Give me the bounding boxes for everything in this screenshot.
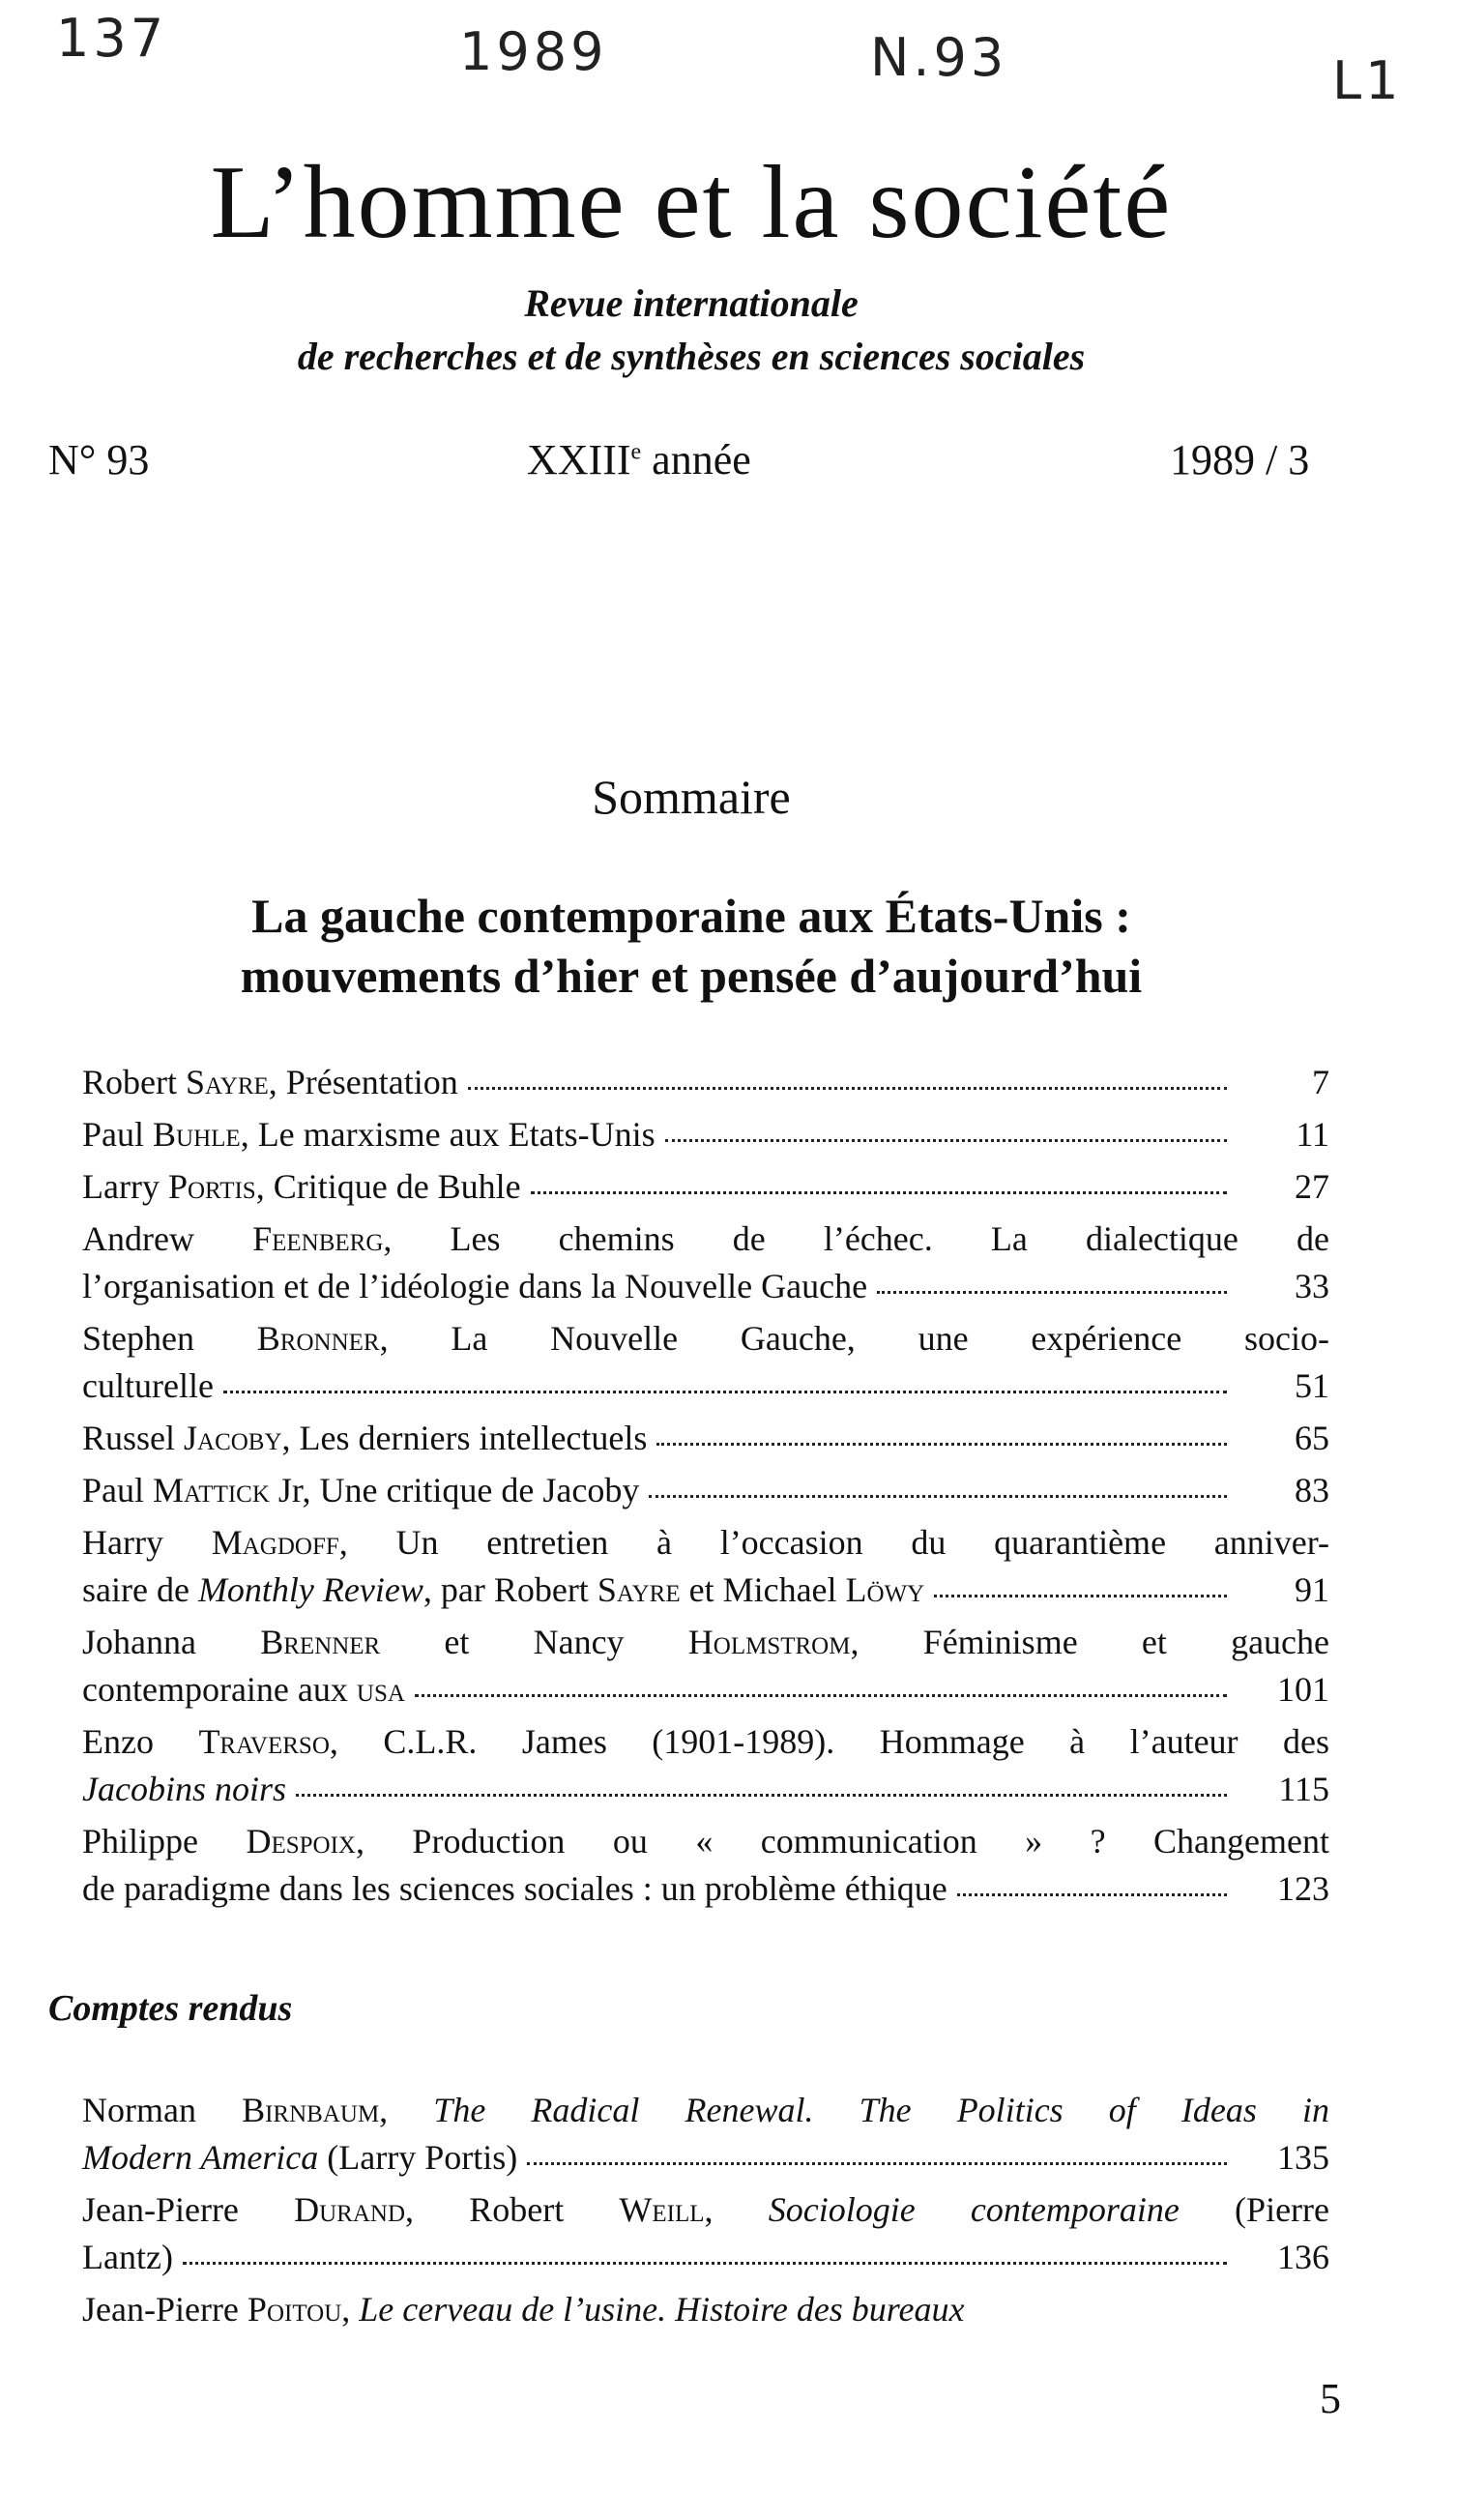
dot-leader bbox=[415, 1694, 1227, 1697]
entry-text: , bbox=[379, 2091, 434, 2129]
entry-text: Jr, Une critique de Jacoby bbox=[269, 1471, 640, 1509]
entry-text: saire de bbox=[82, 1570, 198, 1609]
handwritten-top-left: 137 bbox=[56, 8, 168, 69]
handwritten-top-right: L1 bbox=[1332, 50, 1403, 111]
toc-entry bbox=[82, 2087, 1329, 2182]
entry-text: Andrew bbox=[82, 1219, 253, 1258]
entry-text: , Présentation bbox=[268, 1063, 458, 1101]
author-surname: Bronner bbox=[256, 1319, 380, 1358]
toc-entry bbox=[82, 1415, 1329, 1462]
issue-date: 1989 / 3 bbox=[1170, 436, 1310, 483]
italic-title: The Radical Renewal. The Politics of Ideas in bbox=[433, 2091, 1330, 2129]
toc-entry-line bbox=[82, 1059, 1329, 1106]
toc-entry bbox=[82, 1519, 1329, 1614]
toc-entry-line bbox=[82, 2186, 1329, 2234]
entry-text: , Le marxisme aux Etats-Unis bbox=[240, 1115, 656, 1154]
toc-entry-text bbox=[82, 1415, 647, 1462]
toc-entry-text bbox=[82, 1722, 1329, 1761]
toc-entry-line bbox=[82, 1363, 1329, 1410]
toc-entry-text bbox=[82, 2134, 517, 2182]
entry-text: Philippe bbox=[82, 1822, 247, 1861]
dot-leader bbox=[527, 2162, 1227, 2165]
toc-entry-line bbox=[82, 2087, 1329, 2134]
handwritten-number: N.93 bbox=[870, 27, 1008, 88]
author-surname: Sayre bbox=[185, 1063, 269, 1101]
toc-entry-line bbox=[82, 1666, 1329, 1714]
theme-line1: La gauche contemporaine aux États-Unis : bbox=[251, 889, 1131, 943]
entry-text: Enzo bbox=[82, 1722, 199, 1761]
author-surname: Despoix bbox=[246, 1822, 356, 1861]
entry-text: (Larry Portis) bbox=[318, 2138, 518, 2177]
toc-entry bbox=[82, 1315, 1329, 1410]
toc-entry-line bbox=[82, 1467, 1329, 1514]
toc-entry-line bbox=[82, 1865, 1329, 1913]
toc-entry bbox=[82, 1718, 1329, 1813]
entry-text: contemporaine aux bbox=[82, 1670, 357, 1709]
toc-entry-line bbox=[82, 1163, 1329, 1211]
toc-page-number: 27 bbox=[1295, 1167, 1329, 1206]
entry-text: culturelle bbox=[82, 1366, 214, 1405]
year-word: année bbox=[652, 436, 751, 483]
dot-leader bbox=[656, 1443, 1227, 1446]
toc-entry-line bbox=[82, 2234, 1329, 2281]
dot-leader bbox=[649, 1495, 1227, 1498]
entry-text: Robert bbox=[82, 1063, 186, 1101]
entry-text: Jean-Pierre bbox=[82, 2190, 295, 2229]
entry-text: Stephen bbox=[82, 1319, 257, 1358]
toc-entry-line bbox=[82, 1619, 1329, 1666]
toc-page-number: 11 bbox=[1296, 1115, 1329, 1154]
toc-page-number: 123 bbox=[1277, 1869, 1329, 1908]
toc-entry-line bbox=[82, 1519, 1329, 1567]
entry-text: de paradigme dans les sciences sociales : un problème éthique bbox=[82, 1869, 947, 1908]
entry-text: , bbox=[704, 2190, 769, 2229]
author-surname: Buhle bbox=[153, 1115, 241, 1154]
toc-page-number: 65 bbox=[1295, 1419, 1329, 1457]
toc-entry-line bbox=[82, 2134, 1329, 2182]
author-surname: Portis bbox=[167, 1167, 256, 1206]
entry-text: Jean-Pierre bbox=[82, 2290, 248, 2329]
toc-entry-text bbox=[82, 2091, 1329, 2129]
toc-entry-line bbox=[82, 1415, 1329, 1462]
toc-page-number: 33 bbox=[1295, 1267, 1329, 1305]
toc-entry-text bbox=[82, 1666, 405, 1714]
italic-title: Jacobins noirs bbox=[82, 1770, 286, 1808]
toc-entry bbox=[82, 1059, 1329, 1106]
entry-text: , par Robert bbox=[423, 1570, 597, 1609]
dot-leader bbox=[665, 1139, 1227, 1142]
toc-page-number: 51 bbox=[1295, 1366, 1329, 1405]
toc-entry-text bbox=[82, 1363, 214, 1410]
toc-entry bbox=[82, 1216, 1329, 1310]
entry-text: Harry bbox=[82, 1523, 212, 1562]
toc-entry-text bbox=[82, 1059, 458, 1106]
toc-entry-text bbox=[82, 1219, 1329, 1258]
subtitle-line1: Revue internationale bbox=[524, 281, 859, 325]
toc-entry-line bbox=[82, 1111, 1329, 1158]
toc-entry-line bbox=[82, 1263, 1329, 1310]
comptes-rendus-heading: Comptes rendus bbox=[48, 1988, 293, 2029]
toc-entry-line bbox=[82, 1818, 1329, 1865]
toc-page-number: 101 bbox=[1277, 1670, 1329, 1709]
toc-entry-text bbox=[82, 1467, 639, 1514]
toc-entry-line bbox=[82, 1315, 1329, 1363]
author-surname: Birnbaum bbox=[242, 2091, 380, 2129]
toc-entry-text bbox=[82, 1263, 867, 1310]
entry-text: , Les chemins de l’échec. La dialectique de bbox=[383, 1219, 1329, 1258]
entry-text: Norman bbox=[82, 2091, 243, 2129]
entry-text: , Un entretien à l’occasion du quarantième anniver- bbox=[338, 1523, 1330, 1562]
toc-entry-text bbox=[82, 1163, 521, 1211]
toc-page-number: 115 bbox=[1278, 1770, 1329, 1808]
entry-text: Paul bbox=[82, 1471, 154, 1509]
author-surname: Holmstrom bbox=[687, 1623, 851, 1661]
dot-leader bbox=[934, 1595, 1227, 1597]
author-surname: Sayre bbox=[597, 1570, 681, 1609]
entry-text: , Robert bbox=[405, 2190, 620, 2229]
entry-text: et Michael bbox=[680, 1570, 846, 1609]
toc-entry bbox=[82, 1619, 1329, 1714]
toc-entry-line bbox=[82, 1766, 1329, 1813]
toc-entry bbox=[82, 2286, 1329, 2333]
entry-text: , Production ou « communication » ? Changement bbox=[355, 1822, 1329, 1861]
toc-entry-text bbox=[82, 1111, 656, 1158]
author-surname: Brenner bbox=[260, 1623, 381, 1661]
toc-entry-text bbox=[82, 1623, 1329, 1661]
entry-text: , Féminisme et gauche bbox=[850, 1623, 1330, 1661]
toc-entry-text bbox=[82, 2190, 1329, 2229]
toc-page-number: 135 bbox=[1277, 2138, 1329, 2177]
italic-title: Sociologie contemporaine bbox=[768, 2190, 1180, 2229]
toc-page-number: 136 bbox=[1277, 2238, 1329, 2276]
entry-text: (Pierre bbox=[1179, 2190, 1330, 2229]
entry-text: Paul bbox=[82, 1115, 154, 1154]
toc-entry bbox=[82, 1163, 1329, 1211]
entry-text: , C.L.R. James (1901-1989). Hommage à l’auteur des bbox=[329, 1722, 1329, 1761]
italic-title: Monthly Review bbox=[197, 1570, 423, 1609]
author-surname: Jacoby bbox=[184, 1419, 282, 1457]
subtitle-line2: de recherches et de synthèses en sciences sociales bbox=[297, 335, 1086, 378]
entry-text: , La Nouvelle Gauche, une expérience socio- bbox=[379, 1319, 1330, 1358]
toc-entry-text bbox=[82, 1319, 1329, 1358]
dot-leader bbox=[877, 1291, 1227, 1294]
toc-entry-text bbox=[82, 1523, 1329, 1562]
author-surname: Mattick bbox=[153, 1471, 270, 1509]
theme-line2: mouvements d’hier et pensée d’aujourd’hui bbox=[240, 949, 1143, 1003]
toc-entry-text bbox=[82, 1822, 1329, 1861]
toc-entry-text bbox=[82, 1567, 924, 1614]
dot-leader bbox=[183, 2262, 1227, 2265]
dot-leader bbox=[296, 1794, 1227, 1797]
author-surname: Poitou bbox=[247, 2290, 342, 2329]
toc-entry-line bbox=[82, 1718, 1329, 1766]
italic-title: Modern America bbox=[82, 2138, 319, 2177]
entry-text: , bbox=[341, 2290, 360, 2329]
toc-entry-text bbox=[82, 2234, 173, 2281]
italic-title: Le cerveau de l’usine. Histoire des bureaux bbox=[359, 2290, 965, 2329]
page-number: 5 bbox=[1320, 2375, 1341, 2422]
author-surname: Feenberg bbox=[252, 1219, 384, 1258]
comptes-rendus-list bbox=[82, 2087, 1329, 2338]
entry-text: , Critique de Buhle bbox=[255, 1167, 521, 1206]
issue-number: N° 93 bbox=[48, 436, 150, 483]
toc-entry bbox=[82, 1818, 1329, 1913]
entry-text: Larry bbox=[82, 1167, 168, 1206]
toc-entry-line bbox=[82, 1567, 1329, 1614]
entry-text: Russel bbox=[82, 1419, 185, 1457]
toc-entry-text bbox=[82, 2290, 964, 2329]
toc-entry-line bbox=[82, 2286, 1329, 2333]
sommaire-heading: Sommaire bbox=[592, 770, 791, 824]
dot-leader bbox=[957, 1893, 1227, 1896]
dot-leader bbox=[223, 1391, 1227, 1393]
author-surname: Magdoff bbox=[211, 1523, 339, 1562]
journal-title: L’homme et la société bbox=[210, 145, 1173, 260]
entry-text: Johanna bbox=[82, 1623, 261, 1661]
author-surname: Durand bbox=[294, 2190, 406, 2229]
dot-leader bbox=[531, 1191, 1227, 1194]
handwritten-year: 1989 bbox=[459, 21, 608, 82]
toc-entry bbox=[82, 2186, 1329, 2281]
author-surname: usa bbox=[356, 1670, 405, 1709]
author-surname: Löwy bbox=[845, 1570, 925, 1609]
entry-text: l’organisation et de l’idéologie dans la Nouvelle Gauche bbox=[82, 1267, 868, 1305]
toc-page-number: 91 bbox=[1295, 1570, 1329, 1609]
author-surname: Weill bbox=[619, 2190, 705, 2229]
toc-page-number: 7 bbox=[1312, 1063, 1329, 1101]
toc-entry-text bbox=[82, 1766, 286, 1813]
toc-entry bbox=[82, 1467, 1329, 1514]
entry-text: Lantz) bbox=[82, 2238, 173, 2276]
table-of-contents bbox=[82, 1059, 1329, 1918]
dot-leader bbox=[468, 1087, 1227, 1090]
toc-page-number: 83 bbox=[1295, 1471, 1329, 1509]
issue-year bbox=[527, 435, 751, 484]
toc-entry-text bbox=[82, 1865, 947, 1913]
toc-entry-line bbox=[82, 1216, 1329, 1263]
author-surname: Traverso bbox=[198, 1722, 330, 1761]
year-superscript: e bbox=[630, 439, 642, 465]
year-roman: XXIII bbox=[527, 436, 631, 483]
entry-text: , Les derniers intellectuels bbox=[281, 1419, 648, 1457]
toc-entry bbox=[82, 1111, 1329, 1158]
entry-text: et Nancy bbox=[380, 1623, 688, 1661]
